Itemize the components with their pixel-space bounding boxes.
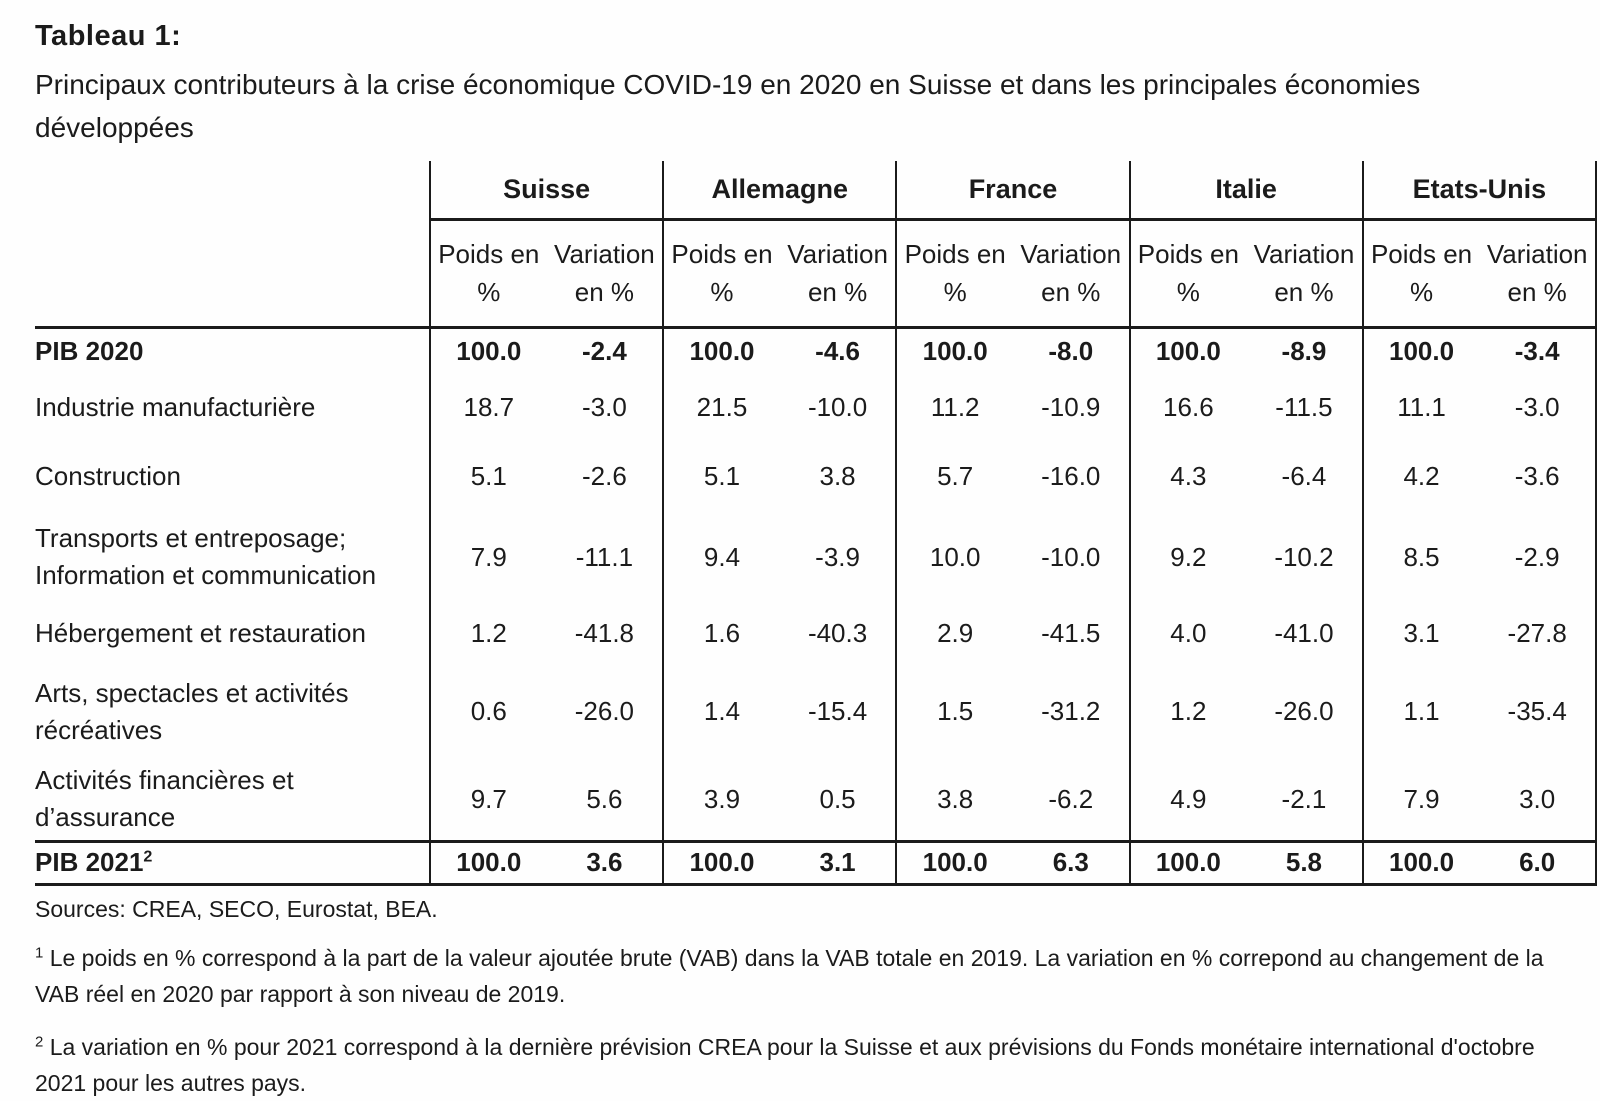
- table-cell: 2.9: [896, 602, 1013, 664]
- table-cell: -10.0: [1041, 541, 1101, 572]
- page-title: Tableau 1:: [35, 20, 182, 52]
- table-cell: -3.0: [581, 391, 627, 422]
- footnote-1-text: Le poids en % correspond à la part de la valeur ajoutée brute (VAB) dans la VAB totale en 2019. La variation en % correpond au changement de la VAB réel en 2020 par rapport à son niveau de 2019.: [35, 944, 1544, 1007]
- table-row-pib-2021: [35, 841, 1596, 884]
- row-label: PIB 2021$^2$: [35, 841, 430, 884]
- subheader-weight: Poids en %: [430, 219, 547, 327]
- table-cell: 21.5: [663, 374, 780, 440]
- table-cell: -3.9: [815, 541, 860, 572]
- footnote-2: [35, 1029, 1565, 1101]
- table-cell: 7.9: [1363, 759, 1480, 841]
- table-cell: 100.0: [430, 327, 547, 374]
- table-cell: -41.5: [1041, 617, 1101, 648]
- table-cell: 4.9: [1130, 759, 1247, 841]
- table-cell: -10.0: [807, 391, 868, 422]
- subheader-variation: Variation en %: [547, 219, 664, 327]
- table-cell: 10.0: [896, 512, 1013, 602]
- table-cell: 5.8: [1246, 841, 1363, 884]
- table-row-arts: [35, 664, 1596, 759]
- country-header-row: [35, 161, 1596, 219]
- table-cell: -6.4: [1281, 460, 1327, 491]
- table-cell: 9.2: [1130, 512, 1247, 602]
- table-cell: 0.6: [430, 664, 547, 759]
- country-header-france: France: [896, 161, 1129, 219]
- table-cell: 100.0: [663, 841, 780, 884]
- table-cell: -41.8: [574, 617, 635, 648]
- table-cell: -35.4: [1479, 664, 1596, 759]
- table-cell: -26.0: [574, 696, 635, 726]
- table-cell: -2.4: [581, 335, 627, 366]
- subheader-variation: Variation en %: [1479, 219, 1596, 327]
- subheader-row: [35, 219, 1596, 327]
- table-cell: -41.0: [1274, 617, 1334, 648]
- table-cell: 3.8: [896, 759, 1013, 841]
- country-header-italie: Italie: [1130, 161, 1363, 219]
- table-row-industrie: [35, 374, 1596, 440]
- table-cell: 3.1: [1363, 602, 1480, 664]
- table-row-finances: [35, 759, 1596, 841]
- subheader-weight: Poids en %: [1363, 219, 1480, 327]
- table-cell: 3.8: [819, 460, 856, 491]
- table-cell: 9.4: [663, 512, 780, 602]
- table-cell: 100.0: [896, 327, 1013, 374]
- table-cell: -3.6: [1479, 440, 1596, 512]
- footnote-2-marker: 2: [35, 1032, 44, 1050]
- table-cell: -26.0: [1274, 696, 1334, 726]
- row-label: Hébergement et restauration: [35, 617, 366, 648]
- table-cell: 4.2: [1363, 440, 1480, 512]
- footnote-1-marker: 1: [35, 943, 44, 961]
- table-cell: 0.5: [819, 783, 856, 814]
- table-cell: -3.0: [1479, 374, 1596, 440]
- subheader-weight: Poids en %: [663, 219, 780, 327]
- table-cell: 100.0: [430, 841, 547, 884]
- table-cell: -4.6: [815, 335, 860, 366]
- table-cell: 100.0: [663, 327, 780, 374]
- table-cell: -16.0: [1041, 460, 1101, 491]
- table-cell: 3.9: [663, 759, 780, 841]
- footnote-1: [35, 940, 1565, 1012]
- table-cell: 16.6: [1130, 374, 1247, 440]
- table-cell: 7.9: [430, 512, 547, 602]
- table-cell: -11.1: [575, 541, 634, 572]
- table-cell: 100.0: [1363, 841, 1480, 884]
- table-row-transports: [35, 512, 1596, 602]
- table-cell: -10.2: [1274, 541, 1334, 572]
- corner-cell: [35, 161, 430, 219]
- table-cell: 18.7: [430, 374, 547, 440]
- table-cell: 4.0: [1130, 602, 1247, 664]
- country-header-allemagne: Allemagne: [663, 161, 896, 219]
- table-cell: 1.4: [663, 664, 780, 759]
- table-cell: 100.0: [896, 841, 1013, 884]
- table-cell: -2.6: [581, 460, 627, 491]
- table-cell: 4.3: [1130, 440, 1247, 512]
- table-cell: -10.9: [1041, 391, 1101, 422]
- table-cell: 11.2: [896, 374, 1013, 440]
- table-cell: 3.6: [547, 841, 664, 884]
- table-cell: 5.6: [586, 783, 623, 814]
- country-header-suisse: Suisse: [430, 161, 663, 219]
- table-cell: -27.8: [1479, 602, 1596, 664]
- table-cell: -40.3: [807, 617, 868, 648]
- subheader-variation: Variation en %: [1246, 219, 1363, 327]
- table-cell: 6.3: [1013, 841, 1130, 884]
- table-cell: -6.2: [1048, 783, 1094, 814]
- table-cell: -15.4: [807, 696, 868, 726]
- table-cell: 1.1: [1363, 664, 1480, 759]
- subheader-weight: Poids en %: [1130, 219, 1247, 327]
- subheader-weight: Poids en %: [896, 219, 1013, 327]
- page-subtitle: Principaux contributeurs à la crise économique COVID-19 en 2020 en Suisse et dans les principales économies développées: [35, 69, 1421, 143]
- row-label: Activités financières et d’assurance: [35, 765, 294, 833]
- table-cell: 1.5: [896, 664, 1013, 759]
- table-row-pib-2020: [35, 327, 1596, 374]
- table-cell: -8.9: [1281, 335, 1327, 366]
- row-label: Arts, spectacles et activités récréatives: [35, 677, 349, 745]
- subheader-corner-cell: [35, 219, 430, 327]
- table-cell: 6.0: [1479, 841, 1596, 884]
- table-cell: 100.0: [1130, 327, 1247, 374]
- table-cell: 5.1: [663, 440, 780, 512]
- table-cell: -8.0: [1048, 335, 1094, 366]
- row-label: Transports et entreposage; Information et communication: [35, 523, 377, 590]
- table-cell: -11.5: [1275, 391, 1333, 422]
- table-cell: 3.1: [780, 841, 897, 884]
- table-cell: -2.9: [1479, 512, 1596, 602]
- table-cell: 9.7: [430, 759, 547, 841]
- row-label: Industrie manufacturière: [35, 391, 316, 422]
- table-cell: 100.0: [1363, 327, 1480, 374]
- data-table: [35, 161, 1597, 886]
- row-label: PIB 2020: [35, 335, 144, 366]
- table-cell: 5.1: [430, 440, 547, 512]
- footnote-2-text: La variation en % pour 2021 correspond à la dernière prévision CREA pour la Suisse et aux prévisions du Fonds monétaire international d'octobre 2021 pour les autres pays.: [35, 1033, 1535, 1096]
- table-cell: 11.1: [1363, 374, 1480, 440]
- subheader-variation: Variation en %: [1013, 219, 1130, 327]
- table-cell: 3.0: [1479, 759, 1596, 841]
- table-cell: -31.2: [1041, 696, 1101, 726]
- table-cell: 1.2: [1130, 664, 1247, 759]
- table-cell: -2.1: [1281, 783, 1327, 814]
- table-cell: -3.4: [1479, 327, 1596, 374]
- sources-line: Sources: CREA, SECO, Eurostat, BEA.: [35, 895, 438, 922]
- table-cell: 1.6: [663, 602, 780, 664]
- subheader-variation: Variation en %: [780, 219, 897, 327]
- table-cell: 1.2: [430, 602, 547, 664]
- table-cell: 100.0: [1130, 841, 1247, 884]
- table-row-construction: [35, 440, 1596, 512]
- country-header-etats-unis: Etats-Unis: [1363, 161, 1596, 219]
- table-cell: 8.5: [1363, 512, 1480, 602]
- table-row-hebergement: [35, 602, 1596, 664]
- row-label: Construction: [35, 460, 181, 491]
- table-cell: 5.7: [896, 440, 1013, 512]
